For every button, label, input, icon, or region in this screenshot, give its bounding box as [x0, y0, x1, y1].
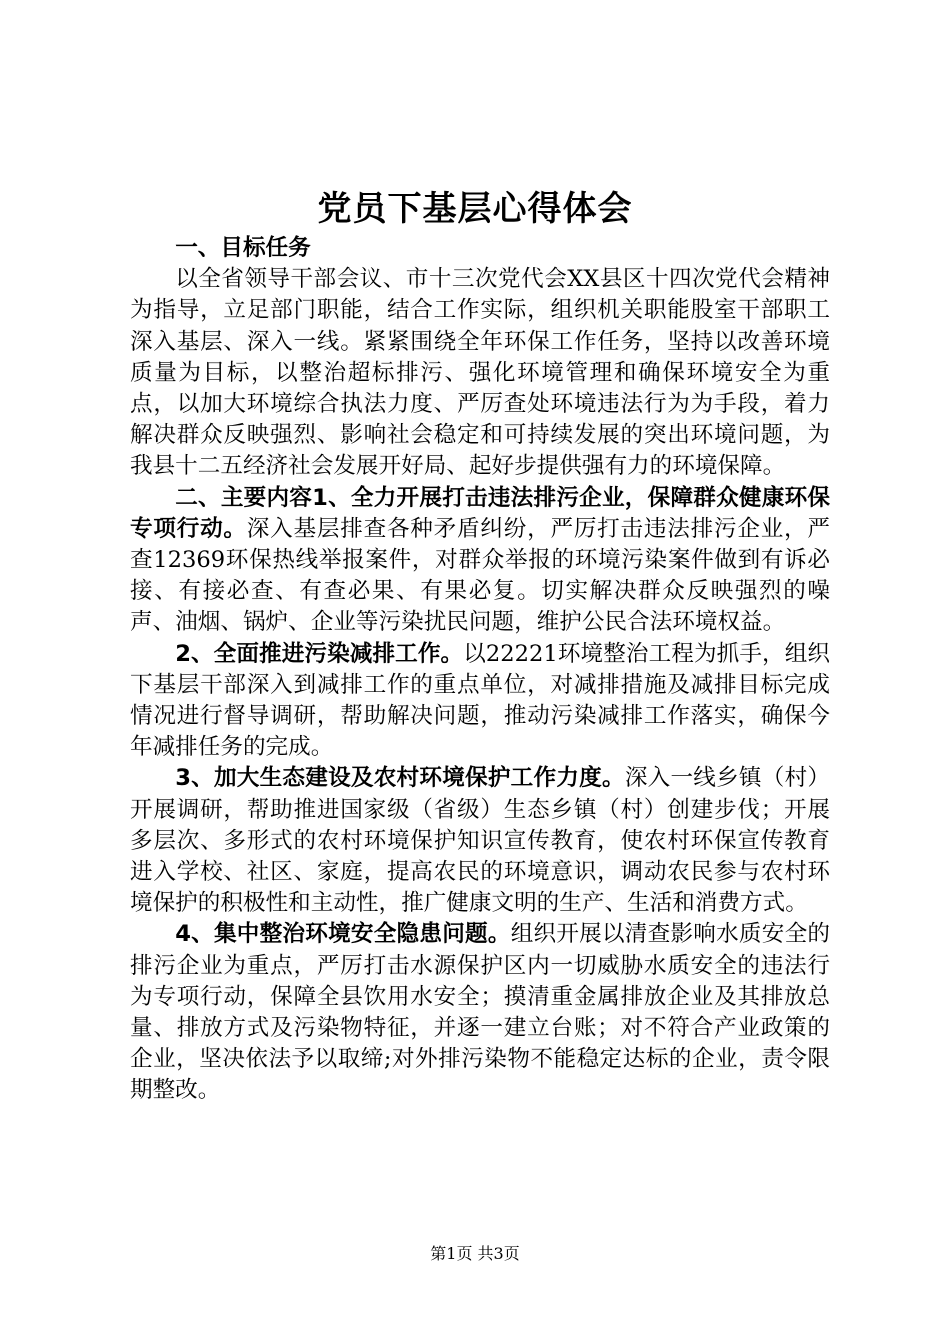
paragraph-item-1: [130, 483, 830, 639]
paragraph-heading: 二、主要内容1、全力开展打击违法排污企业，保障群众健康环保专项行动。: [130, 484, 830, 542]
paragraph-text: 以22221环境整治工程为抓手，组织下基层干部深入到减排工作的重点单位，对减排措施及减排目标完成情况进行督导调研，帮助解决问题，推动污染减排工作落实，确保今年减排任务的完成。: [130, 640, 830, 761]
paragraph-item-4: [130, 919, 830, 1106]
paragraph-goals-body: [130, 264, 830, 482]
document-body: [130, 233, 830, 1107]
paragraph-item-2: [130, 639, 830, 764]
paragraph-heading: 一、目标任务: [175, 235, 311, 261]
paragraph-text: 深入基层排查各种矛盾纠纷，严厉打击违法排污企业，严查12369环保热线举报案件，对群众举报的环境污染案件做到有诉必接、有接必查、有查必果、有果必复。切实解决群众反映强烈的噪声、油烟、锅炉、企业等污染扰民问题，维护公民合法环境权益。: [130, 515, 831, 636]
paragraph-item-3: [130, 763, 830, 919]
paragraph-text: 深入一线乡镇（村）开展调研，帮助推进国家级（省级）生态乡镇（村）创建步伐；开展多层次、多形式的农村环境保护知识宣传教育，使农村环保宣传教育进入学校、社区、家庭，提高农民的环境意识，调动农民参与农村环境保护的积极性和主动性，推广健康文明的生产、生活和消费方式。: [130, 765, 830, 917]
paragraph-heading: 2、全面推进污染减排工作。: [175, 640, 464, 667]
section-heading-goals: [130, 233, 830, 264]
page-title: 党员下基层心得体会: [317, 189, 633, 229]
paragraph-heading: 3、加大生态建设及农村环境保护工作力度。: [175, 765, 625, 792]
paragraph-text: 以全省领导干部会议、市十三次党代会XX县区十四次党代会精神为指导，立足部门职能，结合工作实际，组织机关职能股室干部职工深入基层、深入一线。紧紧围绕全年环保工作任务，坚持以改善环境质量为目标，以整治超标排污、强化环境管理和确保环境安全为重点，以加大环境综合执法力度、严厉查处环境违法行为为手段，着力解决群众反映强烈、影响社会稳定和可持续发展的突出环境问题，为我县十二五经济社会发展开好局、起好步提供强有力的环境保障。: [130, 266, 830, 480]
paragraph-heading: 4、集中整治环境安全隐患问题。: [175, 921, 511, 948]
page-number-footer: 第1页 共3页: [430, 1244, 520, 1263]
paragraph-text: 组织开展以清查影响水质安全的排污企业为重点，严厉打击水源保护区内一切威胁水质安全的违法行为专项行动，保障全县饮用水安全；摸清重金属排放企业及其排放总量、排放方式及污染物特征，并逐一建立台账；对不符合产业政策的企业，坚决依法予以取缔;对外排污染物不能稳定达标的企业，责令限期整改。: [130, 921, 830, 1104]
